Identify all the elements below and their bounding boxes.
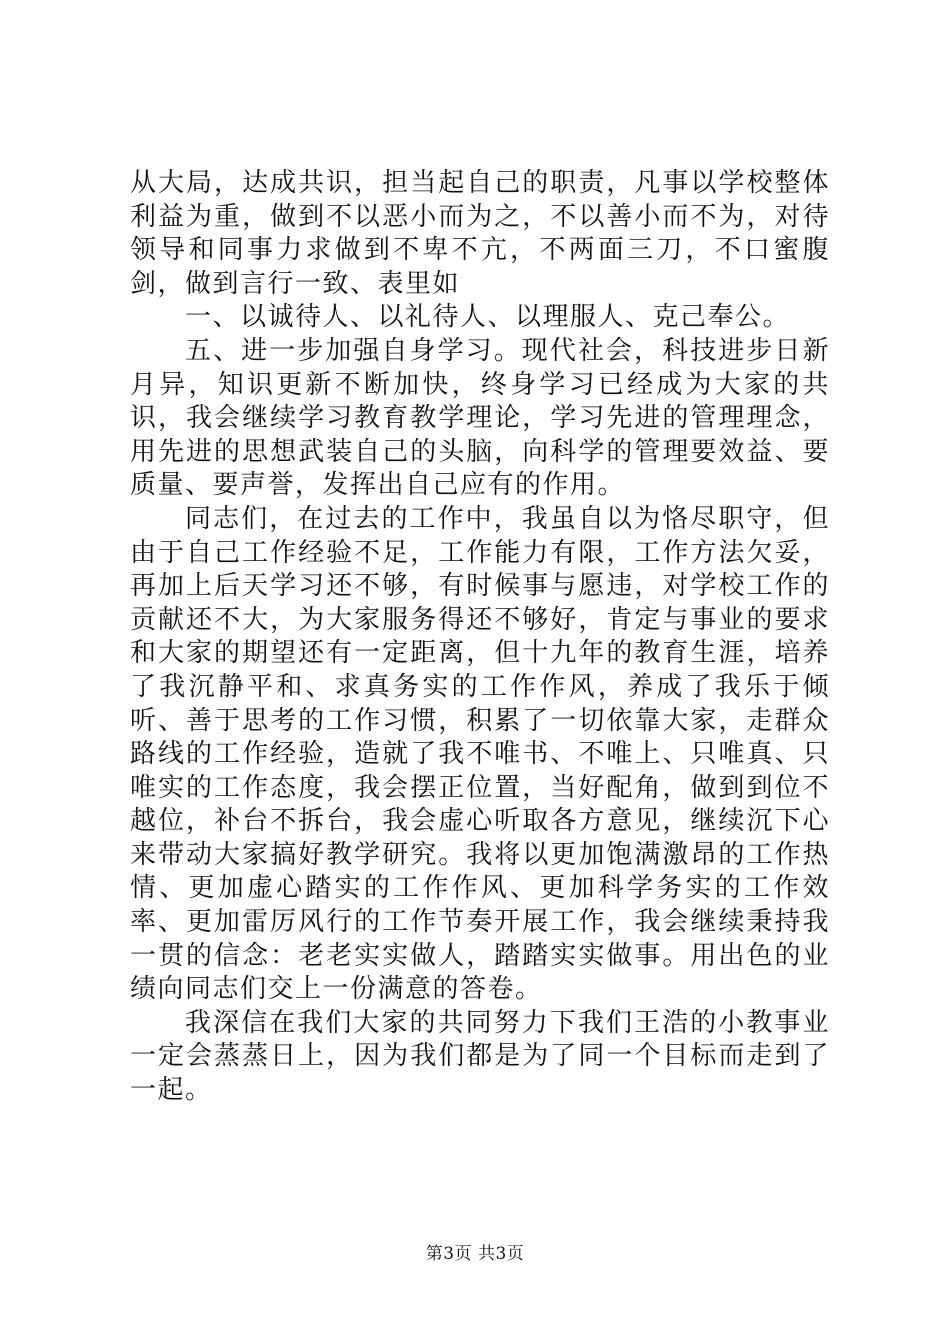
document-body xyxy=(130,167,830,1108)
paragraph-4: 同志们，在过去的工作中，我虽自以为恪尽职守，但由于自己工作经验不足，工作能力有限，工作方法欠妥，再加上后天学习还不够，有时候事与愿违，对学校工作的贡献还不大，为大家服务得还不够好，肯定与事业的要求和大家的期望还有一定距离，但十九年的教育生涯，培养了我沉静平和、求真务实的工作作风，养成了我乐于倾听、善于思考的工作习惯，积累了一切依靠大家，走群众路线的工作经验，造就了我不唯书、不唯上、只唯真、只唯实的工作态度，我会摆正位置，当好配角，做到到位不越位，补台不拆台，我会虚心听取各方意见，继续沉下心来带动大家搞好教学研究。我将以更加饱满激昂的工作热情、更加虚心踏实的工作作风、更加科学务实的工作效率、更加雷厉风行的工作节奏开展工作，我会继续秉持我一贯的信念：老老实实做人，踏踏实实做事。用出色的业绩向同志们交上一份满意的答卷。 xyxy=(130,503,830,1005)
page-footer: 第3页 共3页 xyxy=(425,1244,525,1264)
paragraph-1: 从大局，达成共识，担当起自己的职责，凡事以学校整体利益为重，做到不以恶小而为之，不以善小而不为，对待领导和同事力求做到不卑不亢，不两面三刀，不口蜜腹剑，做到言行一致、表里如 xyxy=(130,168,830,299)
paragraph-2: 一、以诚待人、以礼待人、以理服人、克己奉公。 xyxy=(185,302,791,333)
paragraph-5: 我深信在我们大家的共同努力下我们王浩的小教事业一定会蒸蒸日上，因为我们都是为了同一个目标而走到了一起。 xyxy=(130,1007,830,1106)
paragraph-3: 五、进一步加强自身学习。现代社会，科技进步日新月异，知识更新不断加快，终身学习已经成为大家的共识，我会继续学习教育教学理论，学习先进的管理理念，用先进的思想武装自己的头脑，向科学的管理要效益、要质量、要声誉，发挥出自己应有的作用。 xyxy=(130,335,830,501)
